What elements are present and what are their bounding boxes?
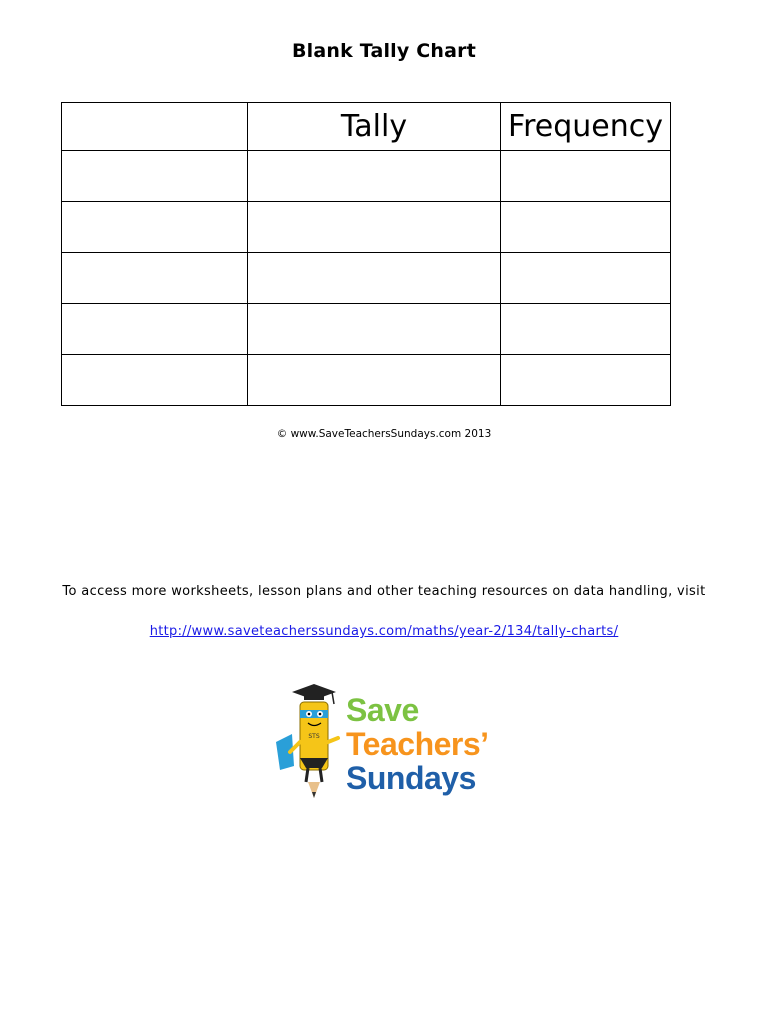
logo-badge-text: STS [308, 733, 320, 740]
resource-link-line [0, 624, 768, 639]
save-teachers-sundays-logo [270, 682, 510, 802]
pencil-mascot-icon [270, 682, 350, 802]
table-header-row [62, 103, 671, 151]
table-row [62, 202, 671, 253]
table-cell[interactable] [501, 253, 671, 304]
table-cell[interactable] [248, 304, 501, 355]
table-cell[interactable] [248, 253, 501, 304]
table-cell[interactable] [248, 355, 501, 406]
logo-word-teachers: Teachers’ [346, 726, 489, 762]
tally-charts-link[interactable]: http://www.saveteacherssundays.com/maths/year-2/134/tally-charts/ [149, 624, 619, 639]
table-cell[interactable] [501, 355, 671, 406]
table-cell[interactable] [501, 304, 671, 355]
header-cell-frequency: Frequency [501, 103, 671, 151]
page-title: Blank Tally Chart [291, 40, 477, 62]
table-cell[interactable] [62, 304, 248, 355]
table-cell[interactable] [501, 151, 671, 202]
table-cell[interactable] [62, 202, 248, 253]
table-cell[interactable] [62, 151, 248, 202]
table-cell[interactable] [248, 151, 501, 202]
table-row [62, 304, 671, 355]
logo-word-save: Save [346, 692, 419, 728]
table-cell[interactable] [62, 253, 248, 304]
header-cell-tally: Tally [248, 103, 501, 151]
header-cell-label [62, 103, 248, 151]
table-cell[interactable] [248, 202, 501, 253]
access-resources-text: To access more worksheets, lesson plans and other teaching resources on data handling, visit [62, 584, 706, 599]
logo-word-sundays: Sundays [346, 760, 476, 796]
table-cell[interactable] [501, 202, 671, 253]
table-row [62, 355, 671, 406]
table-row [62, 151, 671, 202]
copyright-notice: © www.SaveTeachersSundays.com 2013 [276, 428, 492, 440]
tally-chart-table [61, 102, 671, 406]
table-row [62, 253, 671, 304]
table-cell[interactable] [62, 355, 248, 406]
